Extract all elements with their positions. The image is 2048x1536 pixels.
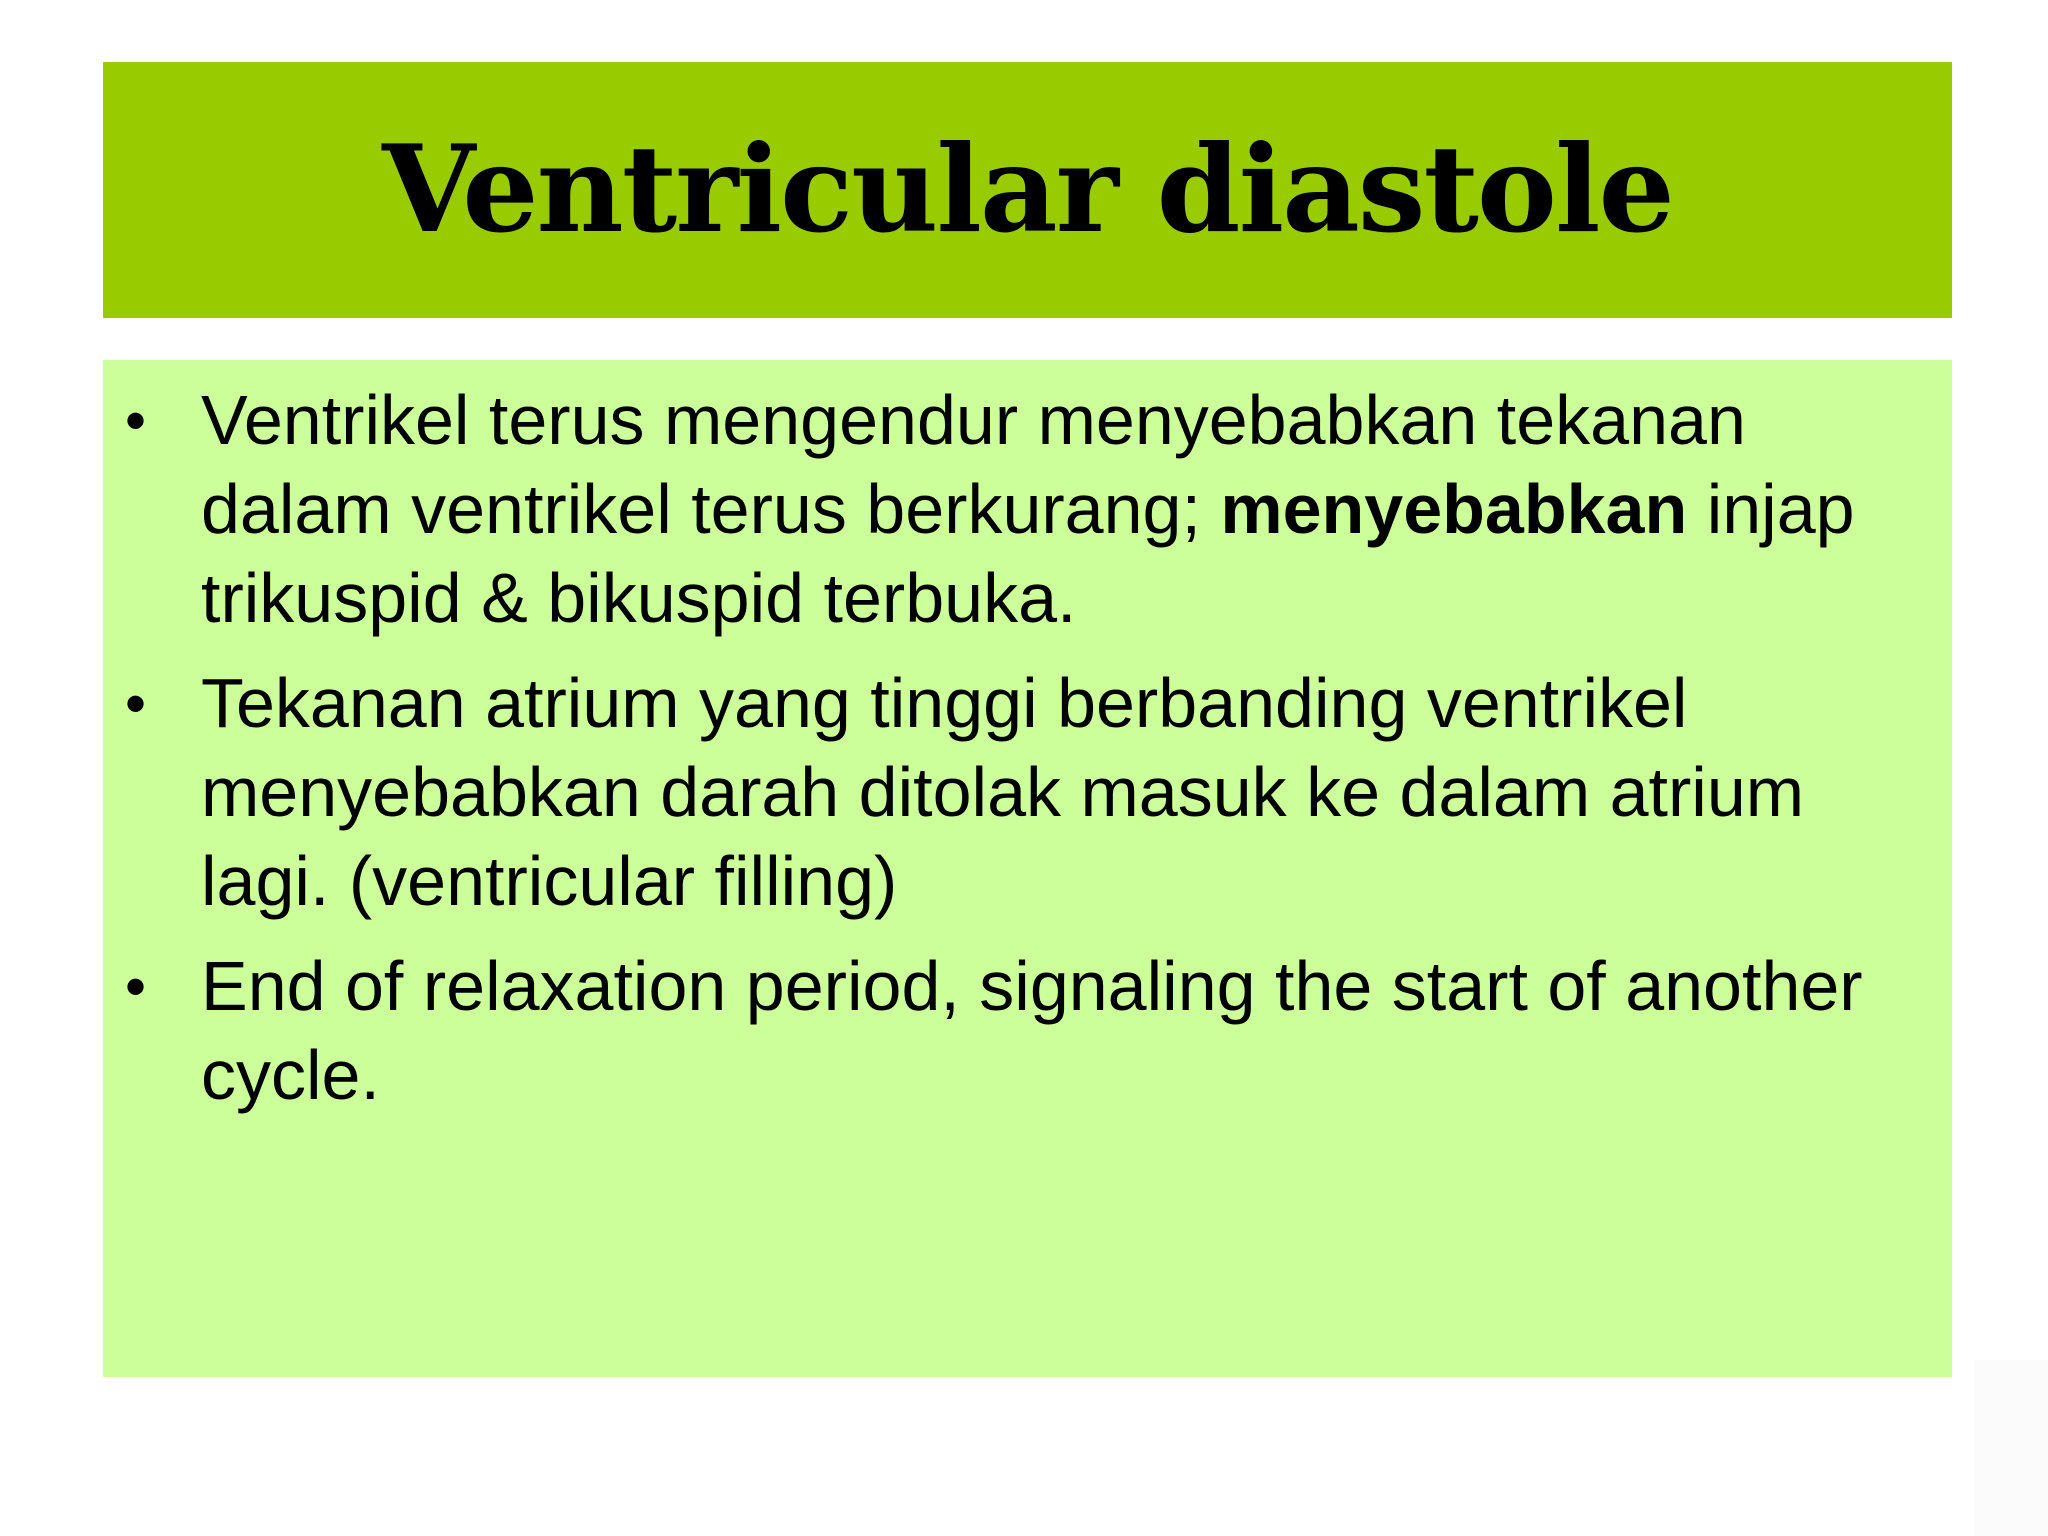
bullet-marker: •: [125, 670, 147, 737]
bullet-1-lead-text: Ventrikel terus mengendur menyebabkan tekanan dalam ventrikel terus berkurang;: [201, 381, 1746, 548]
bullet-1-tail-text: injap trikuspid & bikuspid terbuka.: [201, 470, 1855, 637]
slide-title: Ventricular diastole: [382, 119, 1673, 260]
title-banner: [103, 62, 1952, 318]
bullet-list: [103, 376, 1952, 1136]
corner-shadow: [1974, 1360, 2048, 1536]
bullet-marker: •: [125, 953, 147, 1020]
content-panel: [103, 360, 1952, 1377]
bullet-item-2: [103, 659, 1952, 926]
bullet-2-text: Tekanan atrium yang tinggi berbanding ventrikel menyebabkan darah ditolak masuk ke dalam atrium lagi. (ventricular filling): [201, 664, 1805, 920]
bullet-1-bold-text: menyebabkan: [1220, 470, 1688, 548]
bullet-item-1: [103, 376, 1952, 643]
bullet-item-3: [103, 942, 1952, 1120]
bullet-3-text: End of relaxation period, signaling the start of another cycle.: [201, 947, 1863, 1114]
bullet-marker: •: [125, 387, 147, 454]
